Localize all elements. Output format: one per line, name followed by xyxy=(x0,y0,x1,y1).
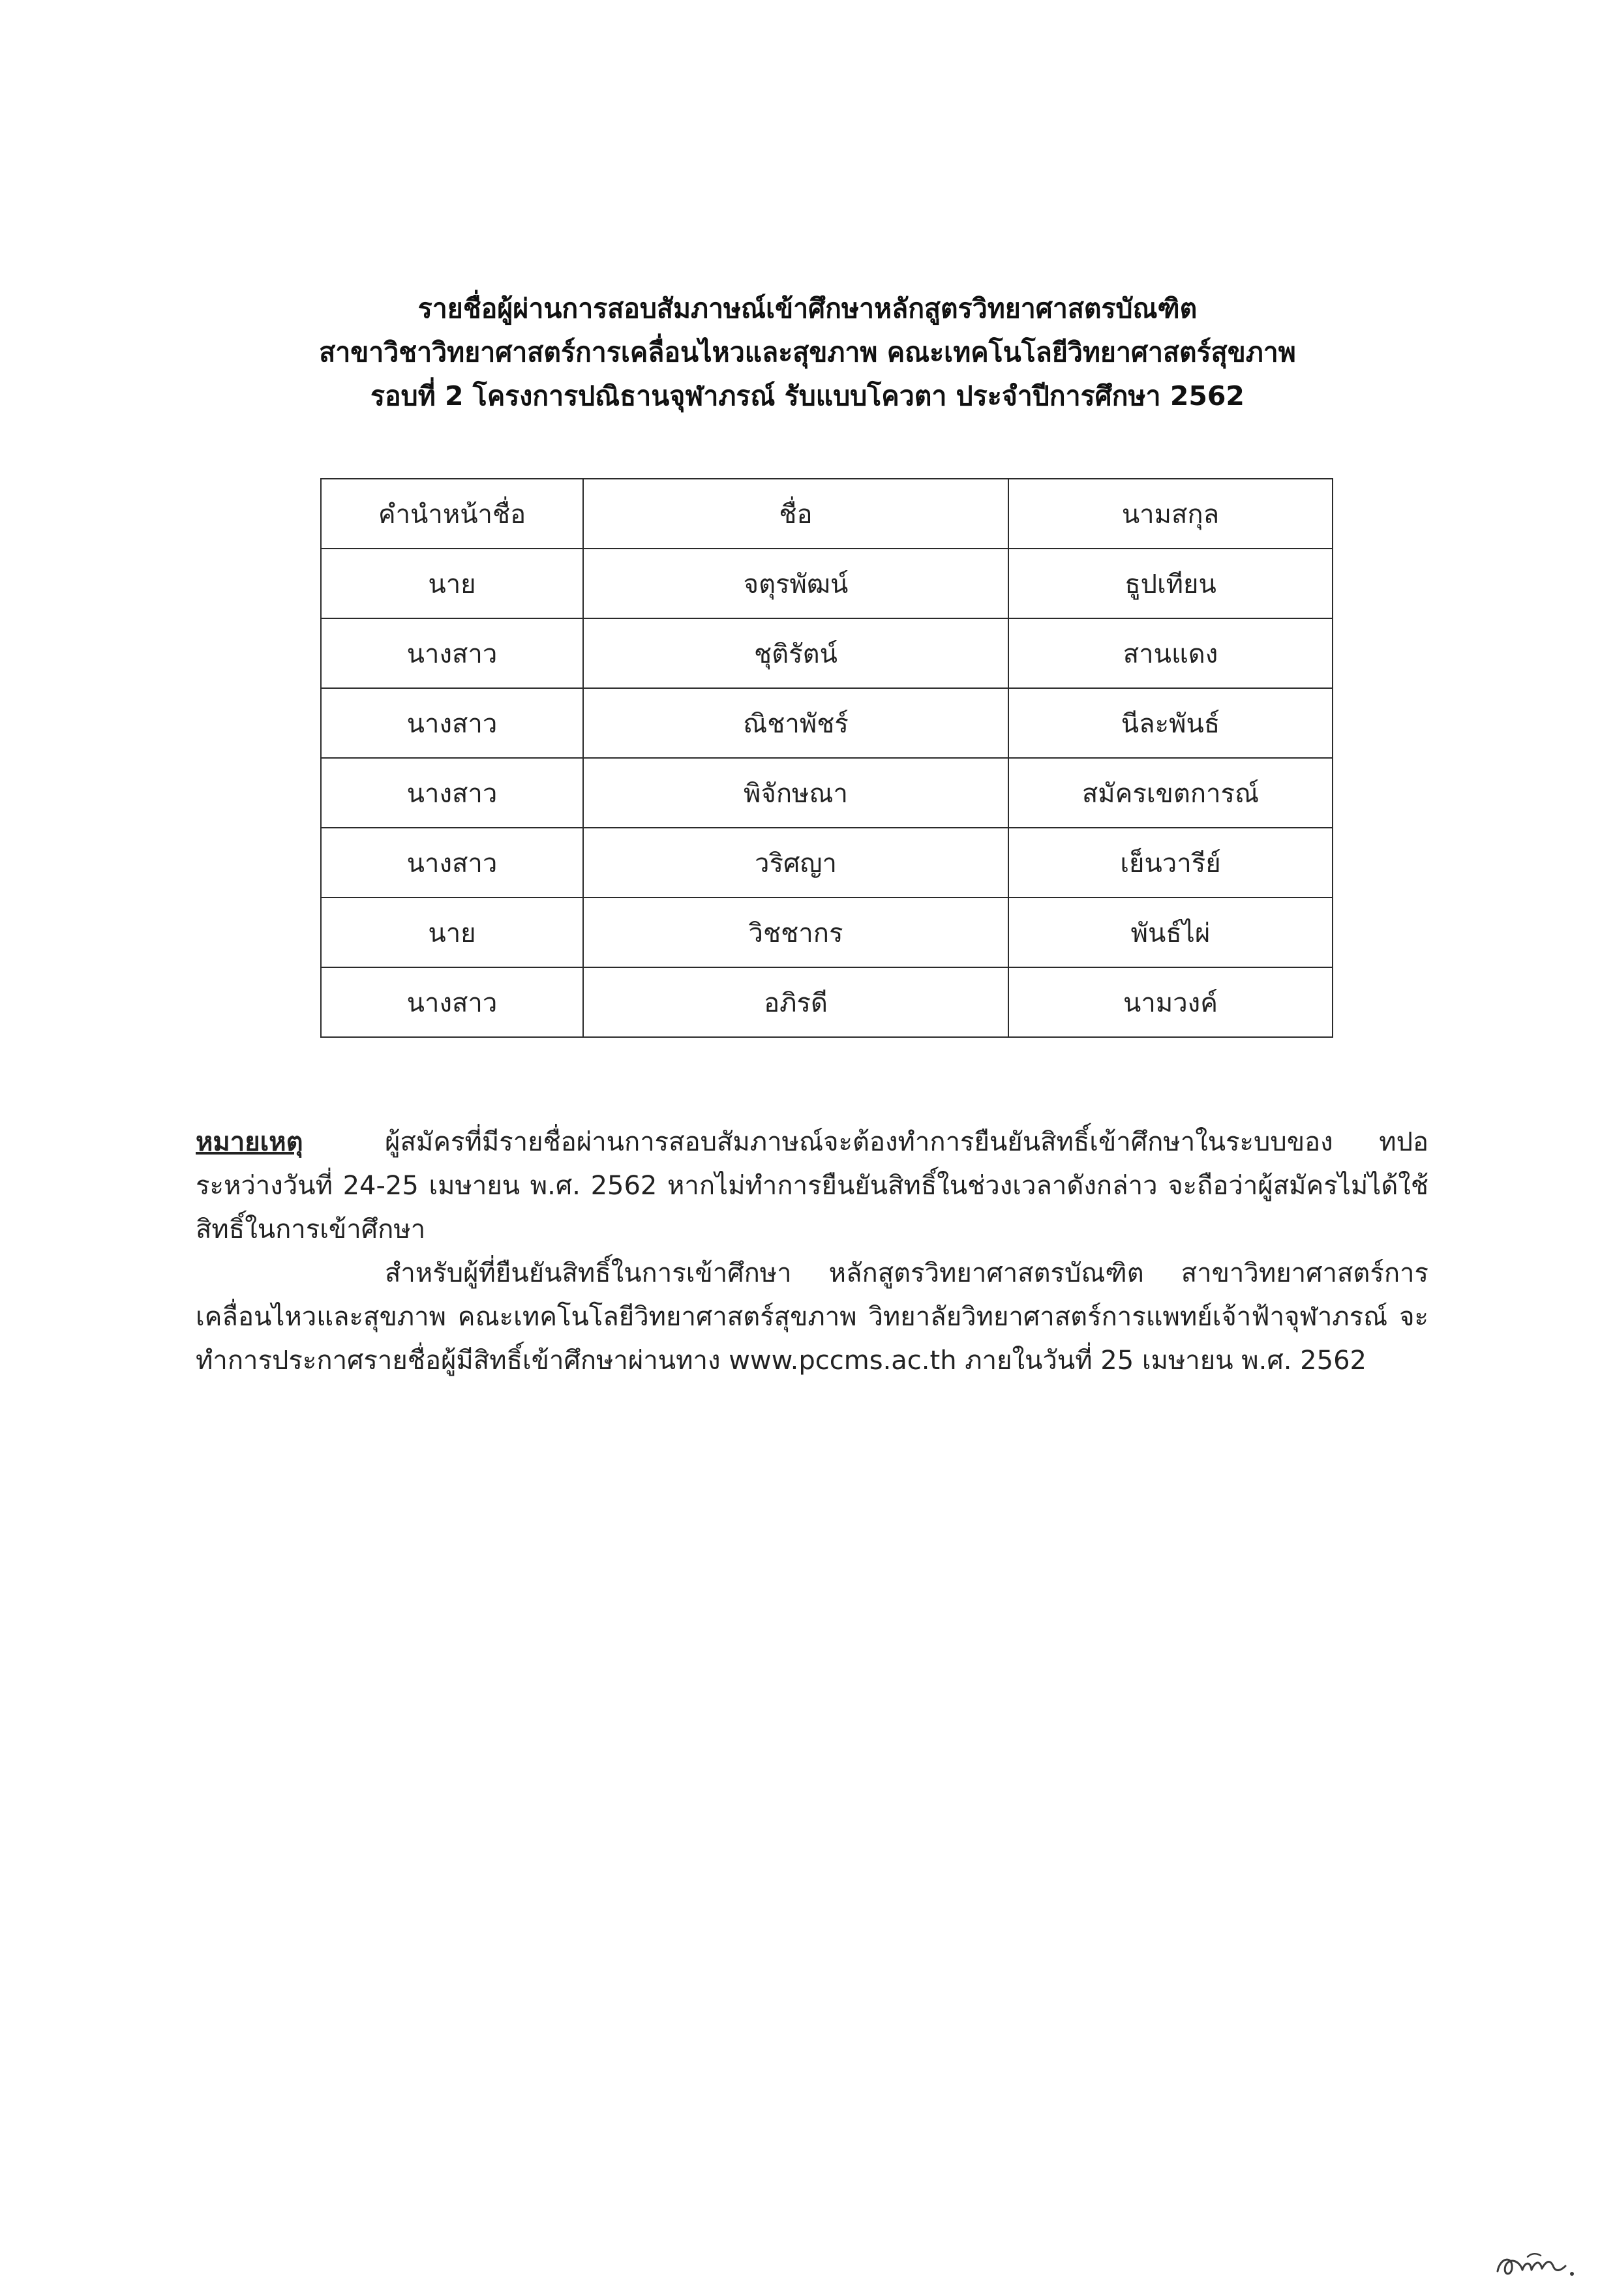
cell-first-name: วิชชากร xyxy=(583,898,1008,967)
cell-last-name: นามวงค์ xyxy=(1008,967,1333,1037)
cell-first-name: พิจักษณา xyxy=(583,758,1008,828)
table-header-row xyxy=(321,479,1333,549)
remark-paragraph-2 xyxy=(196,1252,1428,1383)
cell-first-name: จตุรพัฒน์ xyxy=(583,549,1008,618)
remark-paragraph-1 xyxy=(196,1121,1428,1252)
cell-first-name: ชุติรัตน์ xyxy=(583,618,1008,688)
cell-first-name: อภิรดี xyxy=(583,967,1008,1037)
cell-last-name: เย็นวารีย์ xyxy=(1008,828,1333,898)
table-row xyxy=(321,688,1333,758)
header-last-name: นามสกุล xyxy=(1008,479,1333,549)
header-prefix: คำนำหน้าชื่อ xyxy=(321,479,583,549)
cell-first-name: วริศญา xyxy=(583,828,1008,898)
results-table xyxy=(320,478,1333,1038)
title-line-2: สาขาวิชาวิทยาศาสตร์การเคลื่อนไหวและสุขภาพ คณะเทคโนโลยีวิทยาศาสตร์สุขภาพ xyxy=(319,337,1296,368)
table-row xyxy=(321,618,1333,688)
cell-prefix: นางสาว xyxy=(321,618,583,688)
title-line-1: รายชื่อผู้ผ่านการสอบสัมภาษณ์เข้าศึกษาหลักสูตรวิทยาศาสตรบัณฑิต xyxy=(417,293,1198,324)
document-title xyxy=(0,287,1615,418)
remark-section xyxy=(196,1121,1428,1383)
cell-prefix: นางสาว xyxy=(321,758,583,828)
cell-last-name: สมัครเขตการณ์ xyxy=(1008,758,1333,828)
table-row xyxy=(321,967,1333,1037)
title-line-3: รอบที่ 2 โครงการปณิธานจุฬาภรณ์ รับแบบโควตา ประจำปีการศึกษา 2562 xyxy=(370,380,1245,412)
table-row xyxy=(321,828,1333,898)
cell-prefix: นางสาว xyxy=(321,688,583,758)
header-first-name: ชื่อ xyxy=(583,479,1008,549)
cell-prefix: นางสาว xyxy=(321,828,583,898)
table-row xyxy=(321,898,1333,967)
remark-label: หมายเหตุ xyxy=(196,1127,303,1157)
cell-last-name: นีละพันธ์ xyxy=(1008,688,1333,758)
cell-prefix: นาย xyxy=(321,549,583,618)
cell-last-name: พันธ์ไผ่ xyxy=(1008,898,1333,967)
table-row xyxy=(321,549,1333,618)
cell-prefix: นาย xyxy=(321,898,583,967)
cell-prefix: นางสาว xyxy=(321,967,583,1037)
cell-last-name: ธูปเทียน xyxy=(1008,549,1333,618)
cell-last-name: สานแดง xyxy=(1008,618,1333,688)
remark-text-2: สำหรับผู้ที่ยืนยันสิทธิ์ในการเข้าศึกษา หลักสูตรวิทยาศาสตรบัณฑิต สาขาวิทยาศาสตร์การเคลื่อนไหวและสุขภาพ คณะเทคโนโลยีวิทยาศาสตร์สุขภาพ วิทยาลัยวิทยาศาสตร์การแพทย์เจ้าฟ้าจุฬาภรณ์ จะทำการประกาศรายชื่อผู้มีสิทธิ์เข้าศึกษาผ่านทาง www.pccms.ac.th ภายในวันที่ 25 เมษายน พ.ศ. 2562 xyxy=(196,1258,1428,1376)
table-row xyxy=(321,758,1333,828)
cell-first-name: ณิชาพัชร์ xyxy=(583,688,1008,758)
remark-text-1: ผู้สมัครที่มีรายชื่อผ่านการสอบสัมภาษณ์จะต้องทำการยืนยันสิทธิ์เข้าศึกษาในระบบของ ทปอ ระหว่างวันที่ 24-25 เมษายน พ.ศ. 2562 หากไม่ทำการยืนยันสิทธิ์ในช่วงเวลาดังกล่าว จะถือว่าผู้สมัครไม่ได้ใช้สิทธิ์ในการเข้าศึกษา xyxy=(196,1127,1428,1245)
handwritten-signature xyxy=(1494,2244,1578,2283)
